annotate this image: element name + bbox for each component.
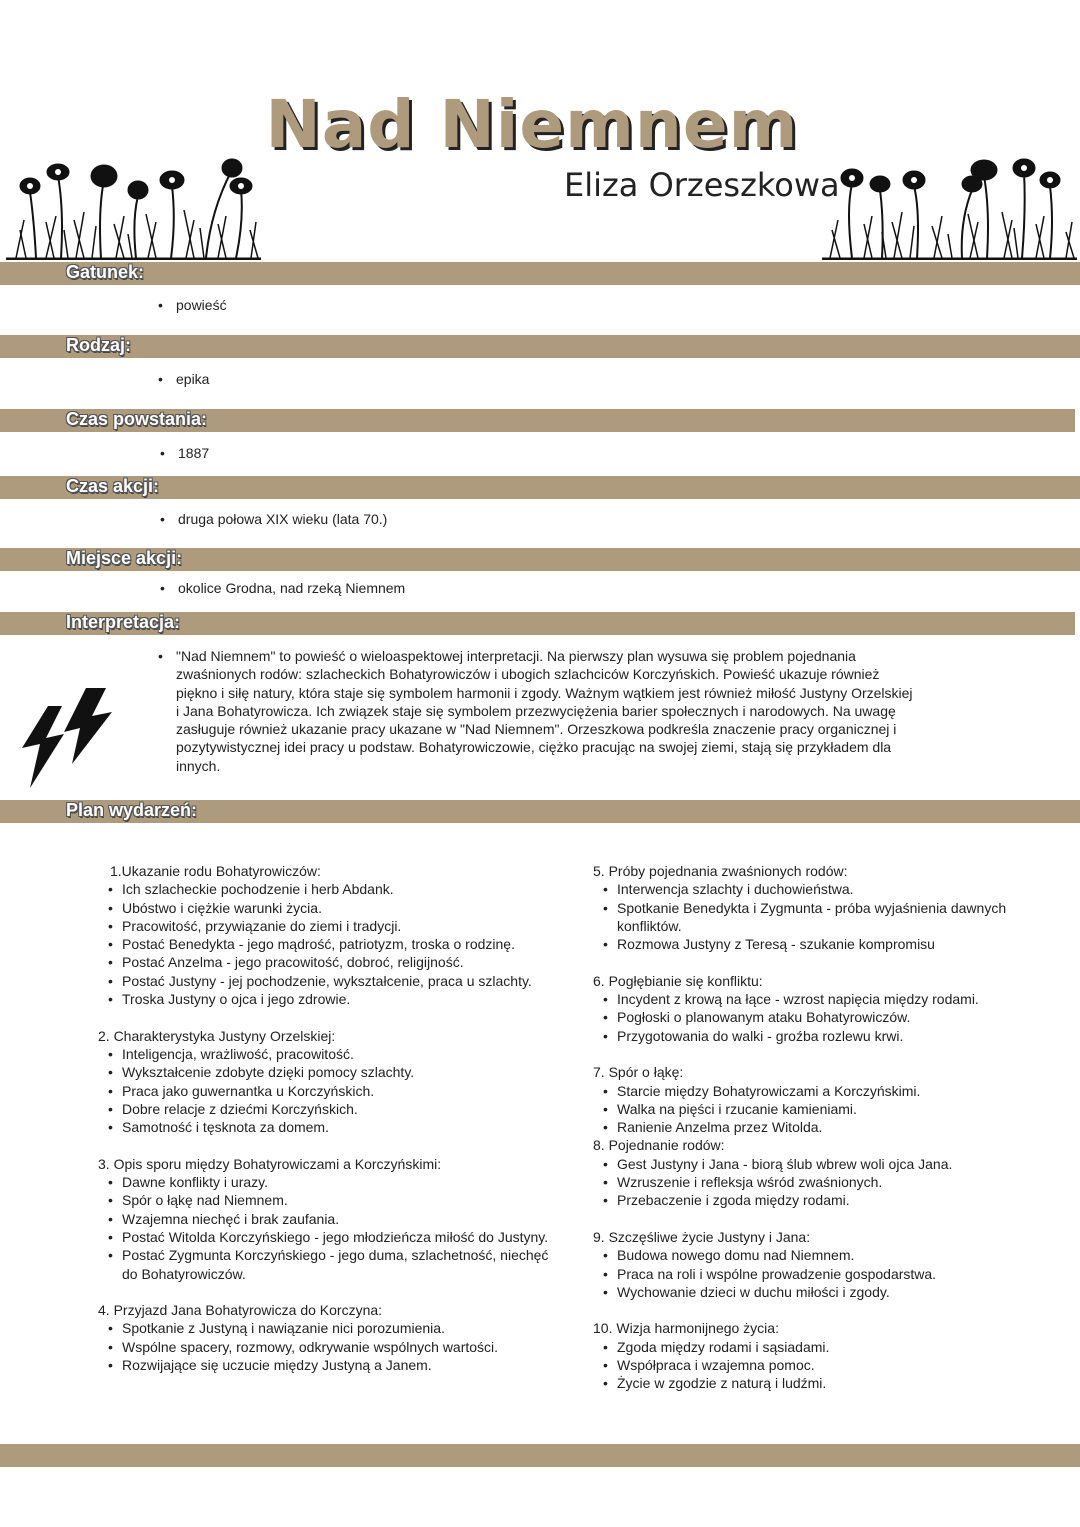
plan-item-list [98,880,558,1008]
plan-left-column [98,862,558,1393]
plan-section [593,1136,1013,1209]
list-item: • Ubóstwo i ciężkie warunki życia. [98,899,558,917]
list-item: • Spotkanie Benedykta i Zygmunta - próba wyjaśnienia dawnych konfliktów. [593,899,1013,936]
plan-item-list [593,1155,1013,1210]
list-item: • powieść [158,297,227,313]
list-item: • Postać Justyny - jej pochodzenie, wykształcenie, praca u szlachty. [98,972,558,990]
list-item: • Wychowanie dzieci w duchu miłości i zgody. [593,1283,1013,1301]
interpretacja-text [158,647,918,775]
list-item: • Walka na pięści i rzucanie kamieniami. [593,1100,1013,1118]
list-item: • Praca na roli i wspólne prowadzenie gospodarstwa. [593,1265,1013,1283]
section-label: Interpretacja: [66,612,181,632]
list-item: • Wzajemna niechęć i brak zaufania. [98,1210,558,1228]
plan-section-title: 5. Próby pojednania zwaśnionych rodów: [593,863,848,879]
author-name: Eliza Orzeszkowa [564,166,840,204]
list-item: • Spotkanie z Justyną i nawiązanie nici porozumienia. [98,1319,558,1337]
list-item: • Starcie między Bohatyrowiczami a Korczyńskimi. [593,1082,1013,1100]
plan-item-list [593,1082,1013,1137]
plan-section-title: 3. Opis sporu między Bohatyrowiczami a Korczyńskimi: [98,1155,442,1172]
section-band-interpretacja [0,612,1075,635]
section-label: Czas powstania: [66,409,208,429]
gatunek-list [158,297,227,313]
section-label: Czas akcji: [66,476,160,496]
list-item: • Gest Justyny i Jana - biorą ślub wbrew woli ojca Jana. [593,1155,1013,1173]
section-label: Plan wydarzeń: [66,800,198,820]
list-item: • Zgoda między rodami i sąsiadami. [593,1338,1013,1356]
list-item: • Inteligencja, wrażliwość, pracowitość. [98,1045,558,1063]
plan-section-title: 2. Charakterystyka Justyny Orzelskiej: [98,1027,336,1044]
plan-item-list [593,880,1013,953]
list-item: • Pracowitość, przywiązanie do ziemi i tradycji. [98,917,558,935]
plan-section-title: 6. Pogłębianie się konfliktu: [593,972,763,989]
poppy-flowers-icon [6,150,261,260]
list-item: • Dawne konflikty i urazy. [98,1173,558,1191]
plan-item-list [98,1319,558,1374]
plan-section [593,972,1013,1045]
section-band-rodzaj [0,335,1080,358]
section-band-gatunek [0,262,1080,285]
section-label: Gatunek: [66,262,145,282]
section-band-miejsce-akcji [0,548,1080,571]
plan-section-title: 8. Pojednanie rodów: [593,1137,725,1154]
list-item: • Dobre relacje z dziećmi Korczyńskich. [98,1100,558,1118]
plan-section-title: 4. Przyjazd Jana Bohatyrowicza do Korczyna: [98,1302,383,1319]
page-title: Nad Niemnem [265,86,799,163]
list-item: • Ranienie Anzelma przez Witolda. [593,1118,1013,1136]
list-item: • Incydent z krową na łące - wzrost napięcia między rodami. [593,990,1013,1008]
list-item: • Życie w zgodzie z naturą i ludźmi. [593,1374,1013,1392]
list-item: • Postać Zygmunta Korczyńskiego - jego duma, szlachetność, niechęć do Bohatyrowiczów. [98,1246,558,1283]
list-item: • Przebaczenie i zgoda między rodami. [593,1191,1013,1209]
plan-section [98,862,558,1008]
rodzaj-list [158,371,209,387]
section-band-plan [0,800,1080,823]
section-label: Miejsce akcji: [66,548,183,568]
list-item: • Spór o łąkę nad Niemnem. [98,1191,558,1209]
list-item: • Rozmowa Justyny z Teresą - szukanie kompromisu [593,935,1013,953]
list-item: • epika [158,371,209,387]
list-item: • Praca jako guwernantka u Korczyńskich. [98,1082,558,1100]
plan-section [593,1228,1013,1301]
list-item: • Postać Benedykta - jego mądrość, patriotyzm, troska o rodzinę. [98,935,558,953]
list-item: • Postać Witolda Korczyńskiego - jego młodzieńcza miłość do Justyny. [98,1228,558,1246]
plan-section [98,1301,558,1374]
miejsce-akcji-list [160,580,405,596]
plan-section [593,1319,1013,1392]
plan-right-column [593,862,1013,1411]
plan-item-list [593,990,1013,1045]
plan-section [593,1063,1013,1136]
list-item: • Ich szlacheckie pochodzenie i herb Abdank. [98,880,558,898]
list-item: • Wzruszenie i refleksja wśród zwaśnionych. [593,1173,1013,1191]
section-band-czas-powstania [0,409,1075,432]
czas-akcji-list [160,511,387,527]
list-item: • druga połowa XIX wieku (lata 70.) [160,511,387,527]
paragraph: • "Nad Niemnem" to powieść o wieloaspektowej interpretacji. Na pierwszy plan wysuwa się problem pojednania zwaśnionych rodów: szlacheckich Bohatyrowiczów i ubogich szlachciców Korczyńskich. Powieść ukazuje również piękno i siłę natury, która staje się symbolem harmonii i zgody. Ważnym wątkiem jest również miłość Justyny Orzelskiej i Jana Bohatyrowicza. Ich związek staje się symbolem przezwyciężenia barier społecznych i narodowych. Na uwagę zasługuje również ukazanie pracy ukazane w "Nad Niemnem". Orzeszkowa podkreśla znaczenie pracy organicznej i pozytywistycznej idei pracy u podstaw. Bohatyrowiczowie, ciężko pracując na swojej ziemi, stają się przykładem dla innych. [158,647,918,775]
section-band-czas-akcji [0,476,1080,499]
list-item: • Samotność i tęsknota za domem. [98,1118,558,1136]
plan-section [98,1027,558,1137]
lightning-icon [18,686,118,790]
plan-item-list [593,1338,1013,1393]
plan-section-title: 7. Spór o łąkę: [593,1064,684,1081]
plan-section-title: 9. Szczęśliwe życie Justyny i Jana: [593,1228,811,1245]
list-item: • Rozwijające się uczucie między Justyną a Janem. [98,1356,558,1374]
plan-section-title: 1.Ukazanie rodu Bohatyrowiczów: [110,863,321,879]
list-item: • Wspólne spacery, rozmowy, odkrywanie wspólnych wartości. [98,1338,558,1356]
list-item: • Współpraca i wzajemna pomoc. [593,1356,1013,1374]
section-label: Rodzaj: [66,335,131,355]
plan-item-list [98,1173,558,1283]
list-item: • Postać Anzelma - jego pracowitość, dobroć, religijność. [98,953,558,971]
list-item: • Troska Justyny o ojca i jego zdrowie. [98,990,558,1008]
footer-band [0,1444,1080,1467]
plan-item-list [593,1246,1013,1301]
plan-section [593,862,1013,953]
plan-section [98,1155,558,1283]
plan-section-title: 10. Wizja harmonijnego życia: [593,1320,779,1337]
list-item: • Pogłoski o planowanym ataku Bohatyrowiczów. [593,1008,1013,1026]
list-item: • 1887 [160,445,209,461]
list-item: • Wykształcenie zdobyte dzięki pomocy szlachty. [98,1063,558,1081]
czas-powstania-list [160,445,209,461]
list-item: • okolice Grodna, nad rzeką Niemnem [160,580,405,596]
list-item: • Budowa nowego domu nad Niemnem. [593,1246,1013,1264]
poppy-flowers-icon [822,150,1077,260]
list-item: • Przygotowania do walki - groźba rozlewu krwi. [593,1027,1013,1045]
list-item: • Interwencja szlachty i duchowieństwa. [593,880,1013,898]
plan-item-list [98,1045,558,1136]
